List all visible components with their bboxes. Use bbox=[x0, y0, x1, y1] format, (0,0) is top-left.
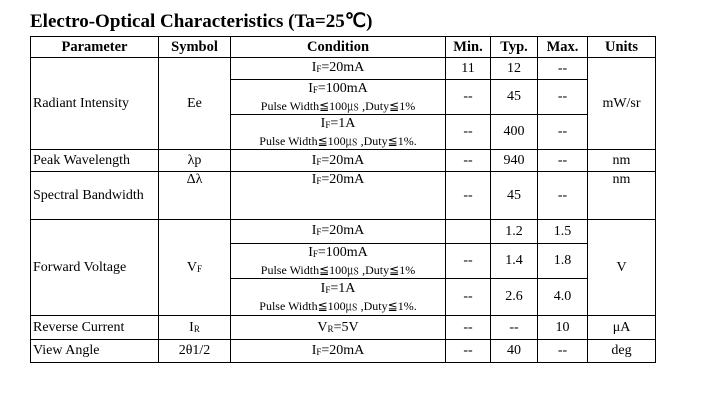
typ-cell: 2.6 bbox=[491, 279, 538, 316]
cond-value: =100mA bbox=[317, 81, 368, 96]
param-reverse-current: Reverse Current bbox=[31, 316, 159, 340]
cond-text: I bbox=[311, 60, 317, 75]
min-cell: -- bbox=[446, 172, 491, 220]
cond-value: =20mA bbox=[321, 152, 365, 168]
typ-cell: -- bbox=[491, 316, 538, 340]
cond-value: =100mA bbox=[317, 245, 368, 260]
header-condition: Condition bbox=[231, 37, 446, 58]
symbol-text: V bbox=[186, 259, 198, 275]
param-forward-voltage: Forward Voltage bbox=[31, 220, 159, 316]
typ-cell: 40 bbox=[491, 340, 538, 363]
cond-text: I bbox=[320, 116, 326, 131]
cond-text: I bbox=[311, 152, 317, 168]
condition-cell bbox=[231, 80, 446, 115]
param-radiant-intensity: Radiant Intensity bbox=[31, 58, 159, 150]
unit-forward-voltage: V bbox=[588, 220, 656, 316]
param-peak-wavelength: Peak Wavelength bbox=[31, 150, 159, 172]
symbol-spectral-bandwidth: Δλ bbox=[159, 172, 231, 220]
min-cell: -- bbox=[446, 150, 491, 172]
min-cell: -- bbox=[446, 244, 491, 279]
cond-subscript: F bbox=[316, 176, 322, 186]
max-cell: -- bbox=[538, 150, 588, 172]
cond-text: V bbox=[317, 319, 328, 335]
cond-subscript: R bbox=[327, 323, 334, 334]
typ-cell: 45 bbox=[491, 80, 538, 115]
cond-subscript: F bbox=[312, 249, 318, 259]
typ-cell: 1.2 bbox=[491, 220, 538, 244]
min-cell bbox=[446, 220, 491, 244]
cond-value: =1A bbox=[330, 116, 356, 131]
unit-spectral-bandwidth: nm bbox=[588, 172, 656, 220]
unit-peak-wavelength: nm bbox=[588, 150, 656, 172]
typ-cell: 12 bbox=[491, 58, 538, 80]
header-symbol: Symbol bbox=[159, 37, 231, 58]
cond-text: I bbox=[311, 343, 317, 358]
max-cell: 4.0 bbox=[538, 279, 588, 316]
header-units: Units bbox=[588, 37, 656, 58]
condition-cell bbox=[231, 58, 446, 80]
header-parameter: Parameter bbox=[31, 37, 159, 58]
cond-note: Pulse Width≦100㎲ ,Duty≦1% bbox=[260, 263, 416, 277]
symbol-reverse-current bbox=[159, 316, 231, 340]
max-cell: 1.5 bbox=[538, 220, 588, 244]
param-spectral-bandwidth: Spectral Bandwidth bbox=[31, 172, 159, 220]
typ-cell: 940 bbox=[491, 150, 538, 172]
cond-value: =20mA bbox=[321, 343, 365, 358]
table-row bbox=[31, 58, 656, 80]
symbol-peak-wavelength: λp bbox=[159, 150, 231, 172]
max-cell: -- bbox=[538, 172, 588, 220]
cond-subscript: F bbox=[325, 285, 331, 295]
condition-cell bbox=[231, 220, 446, 244]
cond-value: =20mA bbox=[321, 60, 365, 75]
condition-cell bbox=[231, 115, 446, 150]
cond-value: =1A bbox=[330, 281, 356, 296]
typ-cell: 1.4 bbox=[491, 244, 538, 279]
header-row bbox=[31, 37, 656, 58]
unit-reverse-current: μA bbox=[588, 316, 656, 340]
cond-text: I bbox=[320, 281, 326, 296]
param-view-angle: View Angle bbox=[31, 340, 159, 363]
unit-view-angle: deg bbox=[588, 340, 656, 363]
symbol-forward-voltage bbox=[159, 220, 231, 316]
min-cell: -- bbox=[446, 316, 491, 340]
symbol-text: I bbox=[189, 319, 194, 335]
unit-radiant-intensity: mW/sr bbox=[588, 58, 656, 150]
min-cell: -- bbox=[446, 115, 491, 150]
symbol-radiant-intensity: Ee bbox=[159, 58, 231, 150]
symbol-subscript: R bbox=[193, 323, 200, 334]
characteristics-table bbox=[30, 36, 656, 363]
cond-text: I bbox=[311, 223, 317, 238]
cond-subscript: F bbox=[316, 64, 322, 74]
page-title: Electro-Optical Characteristics (Ta=25℃) bbox=[30, 11, 373, 32]
cond-subscript: F bbox=[316, 156, 322, 167]
cond-note: Pulse Width≦100㎲ ,Duty≦1%. bbox=[259, 134, 417, 148]
symbol-view-angle: 2θ1/2 bbox=[159, 340, 231, 363]
condition-cell bbox=[231, 340, 446, 363]
min-cell: -- bbox=[446, 80, 491, 115]
typ-cell: 45 bbox=[491, 172, 538, 220]
condition-cell bbox=[231, 150, 446, 172]
cond-subscript: F bbox=[316, 227, 322, 237]
cond-note: Pulse Width≦100㎲ ,Duty≦1%. bbox=[259, 299, 417, 313]
max-cell: 1.8 bbox=[538, 244, 588, 279]
cond-text: I bbox=[308, 245, 313, 260]
cond-subscript: F bbox=[312, 85, 318, 95]
cond-value: =20mA bbox=[321, 172, 365, 187]
cond-subscript: F bbox=[325, 120, 331, 130]
table-row bbox=[31, 172, 656, 220]
table-row bbox=[31, 340, 656, 363]
table-row bbox=[31, 316, 656, 340]
min-cell: -- bbox=[446, 279, 491, 316]
max-cell: 10 bbox=[538, 316, 588, 340]
cond-value: =20mA bbox=[321, 223, 365, 238]
condition-cell bbox=[231, 316, 446, 340]
header-max: Max. bbox=[538, 37, 588, 58]
condition-cell bbox=[231, 244, 446, 279]
symbol-subscript: F bbox=[197, 263, 203, 274]
cond-value: =5V bbox=[333, 319, 359, 335]
table-row bbox=[31, 150, 656, 172]
table-row bbox=[31, 220, 656, 244]
condition-cell bbox=[231, 279, 446, 316]
condition-cell bbox=[231, 172, 446, 220]
max-cell: -- bbox=[538, 340, 588, 363]
cond-note: Pulse Width≦100㎲ ,Duty≦1% bbox=[260, 99, 416, 113]
max-cell: -- bbox=[538, 115, 588, 150]
min-cell: -- bbox=[446, 340, 491, 363]
cond-subscript: F bbox=[316, 347, 322, 357]
max-cell: -- bbox=[538, 80, 588, 115]
cond-text: I bbox=[311, 172, 317, 187]
header-min: Min. bbox=[446, 37, 491, 58]
typ-cell: 400 bbox=[491, 115, 538, 150]
min-cell: 11 bbox=[446, 58, 491, 80]
cond-text: I bbox=[308, 81, 313, 96]
max-cell: -- bbox=[538, 58, 588, 80]
header-typ: Typ. bbox=[491, 37, 538, 58]
